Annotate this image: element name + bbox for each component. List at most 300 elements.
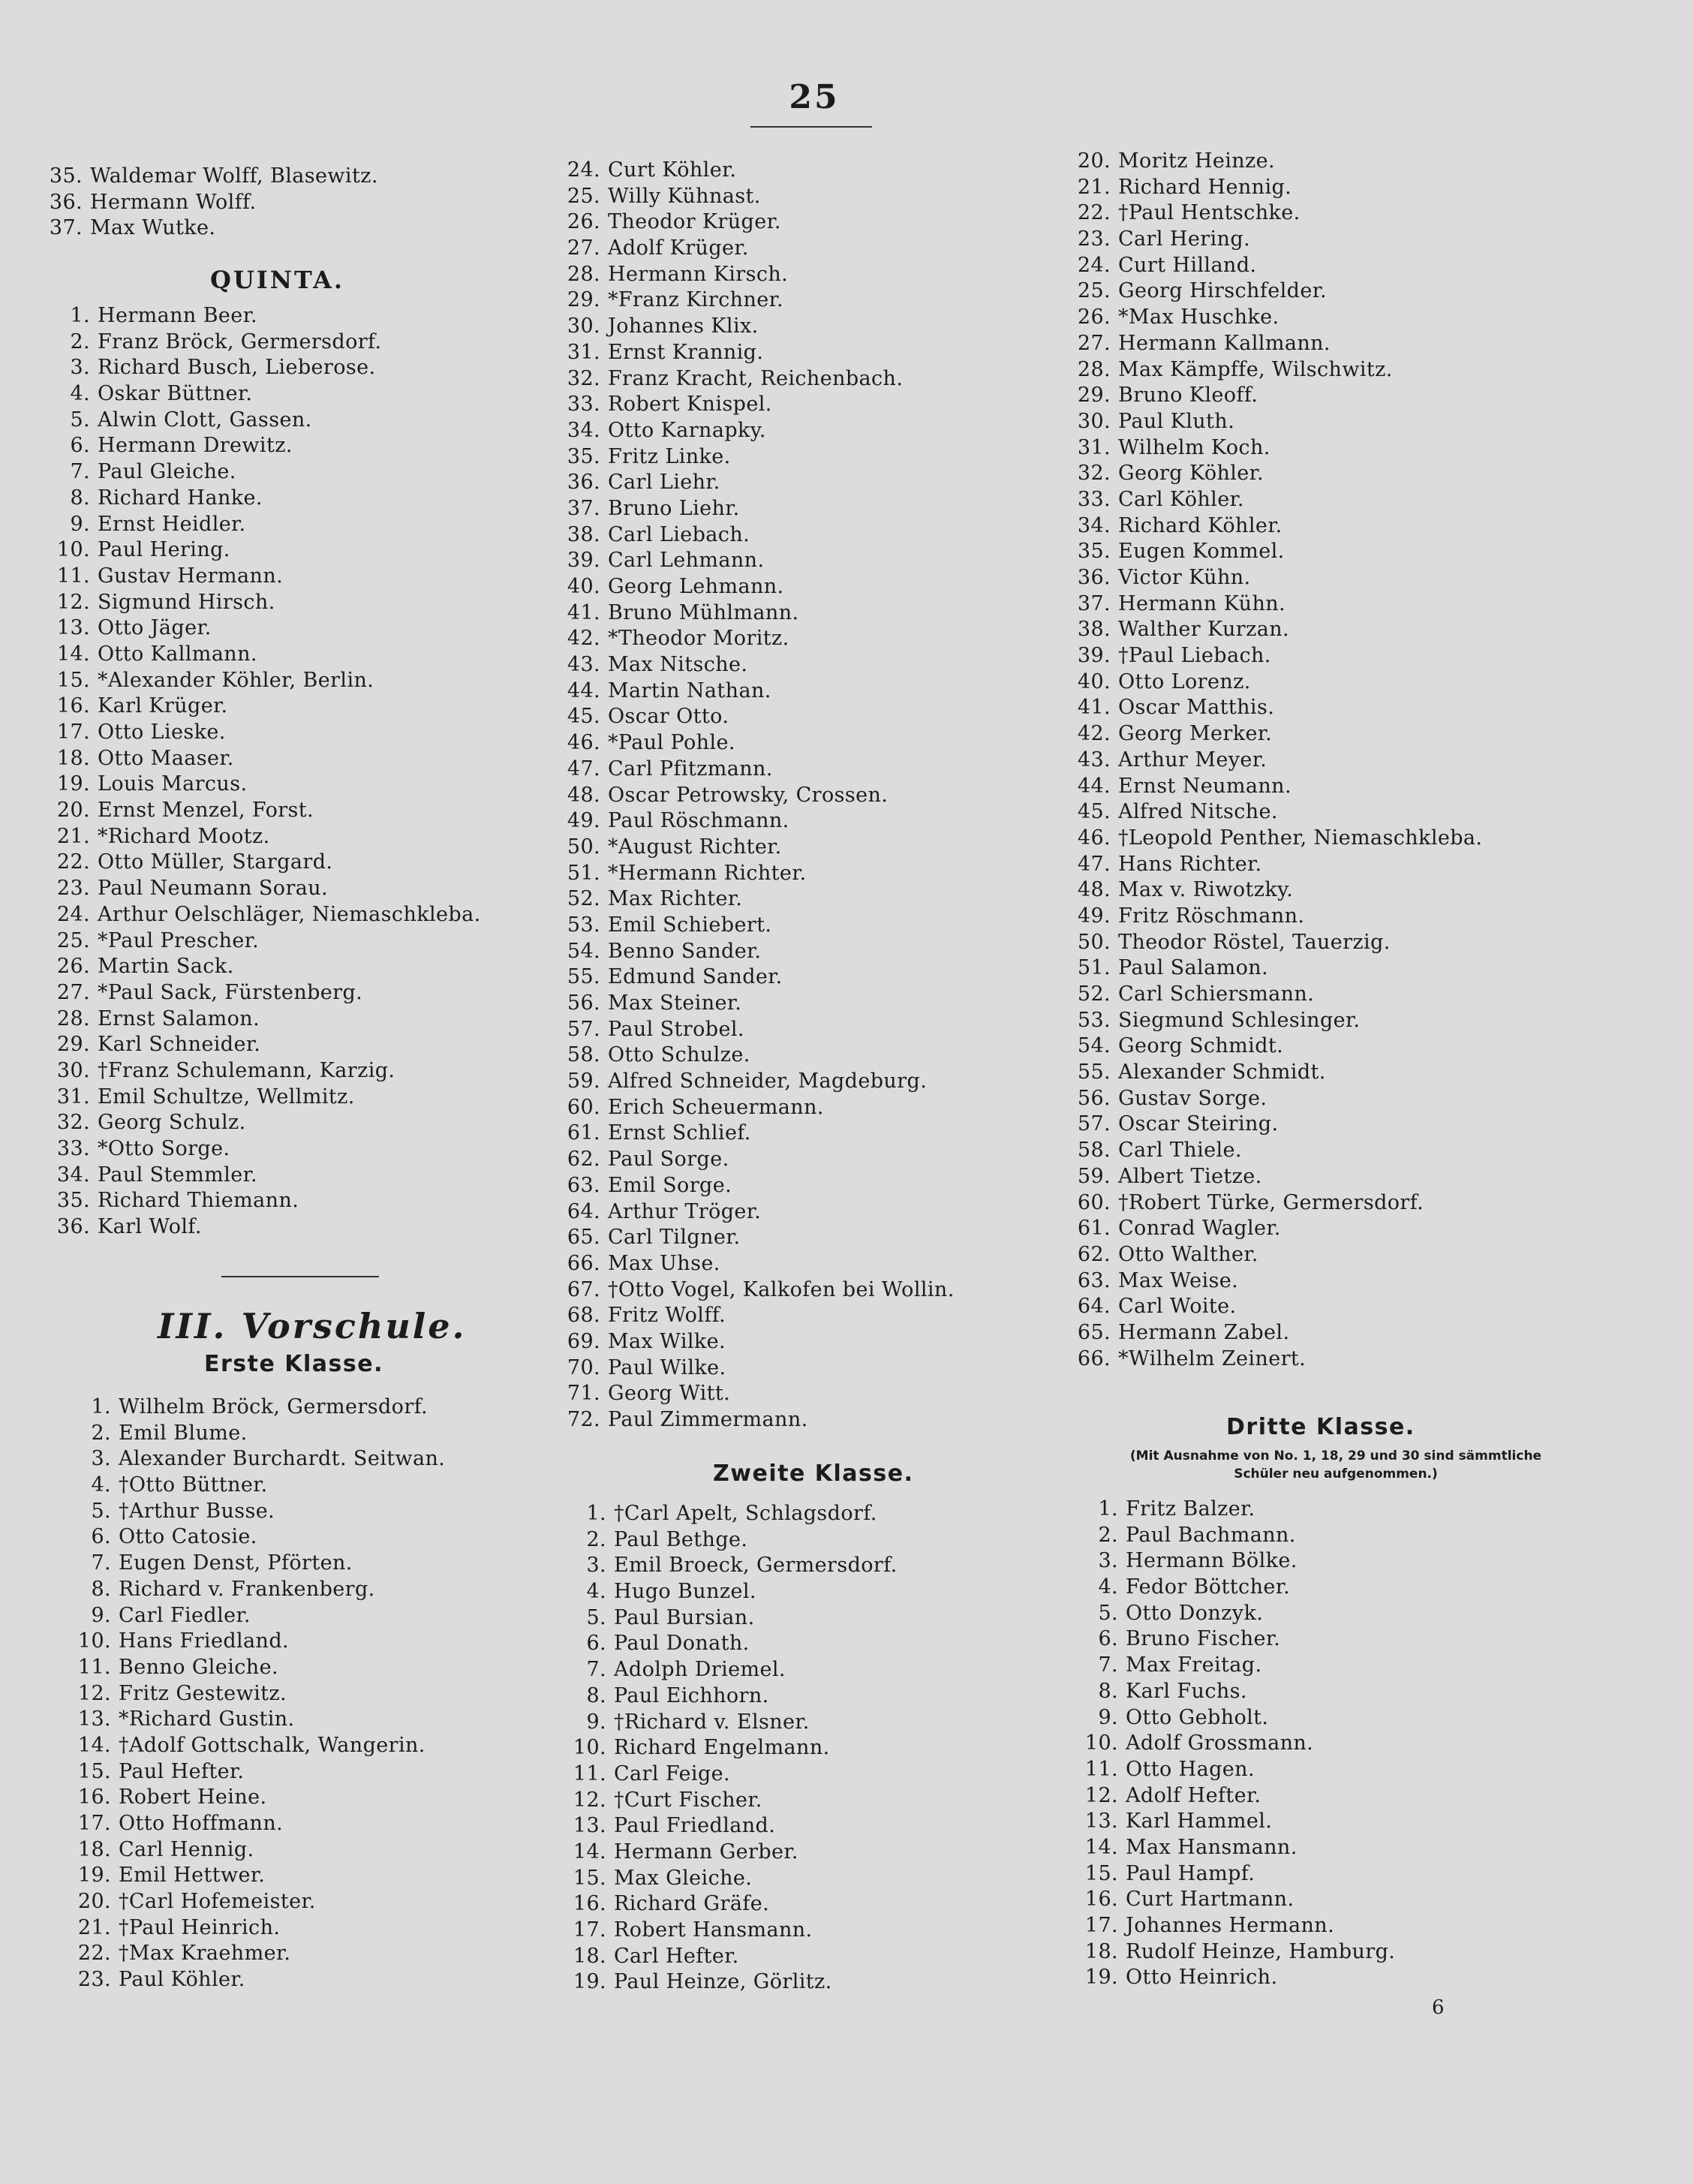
list-item [548,418,955,444]
list-item [1058,175,1482,201]
entry-name: Emil Hettwer. [119,1864,266,1888]
entry-number: 8. [70,486,90,510]
list-item [548,964,955,991]
entry-number: 29. [56,1033,90,1057]
list-item [30,459,481,486]
entry-name: Ernst Neumann. [1118,774,1292,798]
list-item [1058,149,1482,175]
entry-number: 18. [77,1837,111,1861]
entry-name: Karl Krüger. [98,694,228,718]
list-item [30,798,481,824]
entry-number: 16. [77,1785,111,1809]
page-number-rule [750,126,872,128]
entry-name: Oscar Steiring. [1118,1112,1279,1136]
entry-number: 64. [567,1199,600,1223]
entry-name: Paul Röschmann. [608,809,789,833]
entry-name: Martin Sack. [98,955,234,979]
entry-number: 43. [567,653,600,677]
list-item [548,366,955,393]
entry-number: 42. [567,627,600,651]
entry-name: †Leopold Penther, Niemaschkleba. [1118,826,1483,850]
entry-name: *Richard Mootz. [98,824,270,848]
list-item [548,1121,955,1147]
entry-name: Benno Gleiche. [119,1655,278,1679]
list-item [36,1603,445,1629]
entry-name: Paul Sorge. [608,1148,729,1172]
entry-number: 27. [567,236,600,260]
entry-name: Hans Friedland. [119,1629,289,1653]
entry-name: Bruno Fischer. [1126,1627,1281,1651]
list-item [1051,1887,1395,1913]
entry-number: 33. [567,393,600,417]
heading-dritte-klasse: Dritte Klasse. [1226,1414,1415,1440]
list-item [548,1225,955,1251]
list-quinta [30,303,481,1241]
list-item [548,340,955,366]
entry-number: 42. [1077,722,1111,746]
entry-number: 32. [56,1111,90,1135]
entry-name: Adolf Krüger. [608,236,749,260]
entry-number: 15. [1084,1861,1118,1885]
entry-name: Max Wutke. [90,216,216,240]
list-item [1058,1216,1482,1242]
list-item [30,303,481,329]
list-item [1058,1190,1482,1217]
entry-name: Fritz Gestewitz. [119,1681,287,1705]
entry-name: Walther Kurzan. [1118,618,1290,642]
entry-name: Alexander Schmidt. [1118,1060,1326,1084]
entry-name: Franz Kracht, Reichenbach. [608,366,904,390]
entry-number: 14. [56,642,90,666]
entry-number: 29. [567,288,600,312]
entry-name: Johannes Hermann. [1126,1914,1335,1937]
entry-number: 27. [56,980,90,1004]
list-item [1058,852,1482,878]
entry-name: Otto Maaser. [98,746,234,770]
entry-number: 28. [56,1006,90,1030]
entry-number: 11. [77,1655,111,1679]
list-item [1058,278,1482,305]
entry-name: Georg Hirschfelder. [1118,279,1328,303]
entry-number: 59. [567,1069,600,1094]
list-item [1058,1268,1482,1295]
entry-name: Adolf Grossmann. [1126,1731,1314,1755]
entry-number: 36. [1077,566,1111,589]
entry-name: Curt Hilland. [1118,253,1257,277]
list-item [1051,1939,1395,1966]
entry-number: 31. [56,1084,90,1109]
list-item [36,1394,445,1421]
list-item [36,1421,445,1447]
entry-number: 21. [77,1915,111,1939]
list-item [30,537,481,564]
entry-name: *Otto Sorge. [98,1137,230,1160]
entry-name: Georg Lehmann. [608,575,784,598]
entry-number: 64. [1077,1295,1111,1319]
list-item [548,548,955,574]
list-item [548,886,955,913]
entry-number: 28. [1077,357,1111,381]
list-item [1051,1965,1395,1991]
list-item [36,1915,445,1942]
entry-number: 14. [573,1840,606,1864]
list-item [30,1110,481,1136]
list-item [548,314,955,340]
list-item [1051,1497,1395,1523]
entry-name: Arthur Oelschläger, Niemaschkleba. [98,902,481,926]
dritte-klasse-note: (Mit Ausnahme von No. 1, 18, 29 und 30 sind sämmtliche Schüler neu aufgenommen.) [1129,1448,1542,1482]
entry-name: *Richard Gustin. [119,1707,295,1731]
entry-name: Max Nitsche. [608,653,748,677]
entry-number: 11. [573,1761,606,1785]
entry-number: 36. [56,1215,90,1239]
list-item [539,1788,898,1814]
list-dritte-klasse [1051,1497,1395,1991]
list-item [548,522,955,549]
list-zweite-klasse [539,1501,898,1996]
list-item [548,470,955,496]
list-item [36,1863,445,1889]
list-item [1058,826,1482,852]
entry-number: 7. [586,1658,606,1682]
entry-name: Otto Kallmann. [98,642,257,666]
list-item [36,1811,445,1837]
entry-number: 27. [1077,331,1111,355]
list-item [1058,617,1482,643]
entry-name: Karl Wolf. [98,1215,202,1239]
list-item [548,1173,955,1199]
entry-name: Karl Schneider. [98,1033,261,1057]
entry-name: Paul Heinze, Görlitz. [614,1970,832,1994]
list-item [1058,1242,1482,1268]
entry-number: 53. [567,913,600,937]
entry-name: Carl Hefter. [614,1944,739,1968]
entry-name: Otto Hagen. [1126,1757,1255,1781]
list-item [548,262,955,288]
list-item [36,1889,445,1915]
entry-number: 63. [1077,1268,1111,1292]
entry-number: 17. [573,1918,606,1942]
list-item [548,704,955,730]
list-item [36,1759,445,1785]
list-item [548,991,955,1017]
list-item [36,1837,445,1864]
entry-number: 63. [567,1173,600,1197]
list-item [30,980,481,1006]
entry-name: Victor Kühn. [1118,566,1251,589]
entry-name: Fritz Linke. [608,444,731,468]
list-item [1058,487,1482,513]
entry-number: 2. [91,1421,111,1445]
entry-number: 36. [49,190,83,214]
entry-name: *Theodor Moritz. [608,627,789,651]
list-item [44,215,378,242]
entry-number: 1. [70,304,90,327]
list-item [36,1967,445,1993]
entry-name: Eugen Kommel. [1118,540,1285,564]
entry-name: Carl Fiedler. [119,1603,251,1627]
entry-name: Willy Kühnast. [608,184,761,208]
entry-name: Hermann Drewitz. [98,434,293,458]
entry-name: Paul Hefter. [119,1759,245,1783]
entry-name: Max Wilke. [608,1329,726,1353]
entry-number: 46. [1077,826,1111,850]
entry-number: 22. [77,1942,111,1966]
list-item [548,1251,955,1277]
list-item [30,772,481,798]
list-item [30,693,481,720]
entry-number: 50. [567,835,600,859]
entry-name: †Robert Türke, Germersdorf. [1118,1190,1424,1214]
entry-number: 18. [56,746,90,770]
entry-number: 8. [1098,1679,1118,1703]
entry-number: 35. [567,444,600,468]
entry-name: Georg Witt. [608,1382,731,1406]
entry-name: Hermann Wolff. [90,190,257,214]
entry-name: Max v. Riwotzky. [1118,878,1294,902]
list-item [548,496,955,522]
entry-name: Emil Schiebert. [608,913,772,937]
entry-number: 18. [573,1944,606,1968]
list-item [548,1069,955,1095]
list-item [539,1761,898,1788]
list-item [548,1017,955,1043]
entry-name: Curt Hartmann. [1126,1888,1295,1912]
list-item [548,1329,955,1355]
entry-number: 25. [1077,279,1111,303]
list-item [36,1473,445,1499]
list-item [1058,1138,1482,1164]
entry-name: *Hermann Richter. [608,861,807,885]
list-item [44,164,378,190]
entry-number: 19. [77,1864,111,1888]
list-item [1058,409,1482,435]
list-item [30,329,481,356]
entry-name: Oscar Matthis. [1118,696,1275,720]
entry-number: 16. [56,694,90,718]
entry-name: Carl Pfitzmann. [608,757,773,781]
entry-number: 44. [1077,774,1111,798]
entry-number: 32. [1077,462,1111,486]
entry-number: 57. [1077,1112,1111,1136]
list-item [548,1355,955,1382]
list-item [548,730,955,757]
entry-number: 3. [1098,1549,1118,1573]
entry-number: 59. [1077,1164,1111,1188]
list-item [36,1499,445,1525]
entry-name: Hermann Bölke. [1126,1549,1298,1573]
entry-name: Otto Lorenz. [1118,669,1251,693]
list-item [36,1681,445,1707]
list-item [548,757,955,783]
entry-name: Ernst Menzel, Forst. [98,799,314,823]
entry-name: Fritz Wolff. [608,1304,726,1328]
entry-number: 55. [567,965,600,989]
entry-number: 37. [567,496,600,520]
entry-name: Max Richter. [608,887,743,911]
entry-name: Max Freitag. [1126,1653,1262,1677]
entry-name: Johannes Klix. [608,314,759,338]
entry-number: 14. [1084,1835,1118,1859]
list-item [30,590,481,616]
entry-number: 4. [586,1580,606,1604]
entry-number: 21. [1077,175,1111,199]
entry-number: 3. [70,356,90,380]
entry-number: 26. [56,955,90,979]
list-item [1058,643,1482,669]
list-item [30,902,481,928]
entry-name: Curt Köhler. [608,158,737,182]
list-item [548,209,955,236]
entry-name: Otto Gebholt. [1126,1705,1269,1729]
list-item [548,444,955,471]
list-item [1058,253,1482,279]
entry-name: Fritz Röschmann. [1118,904,1305,928]
entry-name: Paul Bethge. [614,1527,748,1551]
list-item [1051,1653,1395,1679]
list-item [1058,982,1482,1008]
entry-name: Emil Schultze, Wellmitz. [98,1084,355,1109]
entry-number: 31. [567,340,600,364]
entry-name: Paul Bursian. [614,1605,755,1629]
entry-number: 34. [567,418,600,442]
entry-number: 13. [56,616,90,640]
entry-number: 61. [567,1121,600,1145]
entry-name: †Carl Hofemeister. [119,1890,316,1914]
list-item [539,1579,898,1605]
entry-number: 40. [1077,669,1111,693]
entry-number: 11. [1084,1757,1118,1781]
list-item [30,668,481,694]
list-item [1058,1086,1482,1112]
entry-name: Paul Zimmermann. [608,1408,808,1431]
list-item [1058,748,1482,774]
list-item [1058,227,1482,253]
entry-number: 36. [567,471,600,495]
list-item [548,626,955,652]
entry-name: Arthur Meyer. [1118,748,1267,772]
entry-number: 12. [56,590,90,614]
entry-number: 18. [1084,1939,1118,1963]
list-item [30,433,481,459]
entry-number: 66. [1077,1346,1111,1370]
list-item [539,1944,898,1970]
entry-name: Moritz Heinze. [1118,149,1276,173]
entry-number: 21. [56,824,90,848]
entry-name: Paul Hampf. [1126,1861,1255,1885]
list-item [1058,331,1482,357]
entry-name: Wilhelm Koch. [1118,435,1271,459]
list-item [30,642,481,668]
entry-name: Otto Müller, Stargard. [98,850,333,874]
list-item [548,1042,955,1069]
list-item [539,1657,898,1683]
entry-number: 35. [49,164,83,188]
list-item [1058,877,1482,904]
entry-number: 13. [77,1707,111,1731]
list-item [1051,1575,1395,1601]
entry-name: *Max Huschke. [1118,305,1280,329]
list-item [1051,1861,1395,1888]
entry-name: Oskar Büttner. [98,382,253,406]
entry-number: 60. [1077,1190,1111,1214]
entry-name: †Carl Apelt, Schlagsdorf. [614,1502,877,1525]
entry-name: †Adolf Gottschalk, Wangerin. [119,1733,426,1757]
entry-name: *Paul Pohle. [608,731,735,755]
list-item [36,1629,445,1655]
entry-name: †Paul Heinrich. [119,1915,281,1939]
list-item [30,928,481,955]
entry-number: 52. [1077,982,1111,1006]
list-item [30,876,481,902]
entry-number: 62. [567,1148,600,1172]
entry-name: Paul Neumann Sorau. [98,877,329,901]
entry-name: Ernst Salamon. [98,1006,260,1030]
entry-name: Paul Gleiche. [98,460,236,484]
entry-name: Otto Donzyk. [1126,1601,1264,1625]
entry-number: 20. [1077,149,1111,173]
entry-name: Albert Tietze. [1118,1164,1262,1188]
entry-name: Karl Hammel. [1126,1809,1273,1834]
list-item [548,1147,955,1173]
entry-name: *Franz Kirchner. [608,288,783,312]
entry-number: 5. [1098,1601,1118,1625]
list-item [1051,1705,1395,1731]
entry-name: Hermann Kirsch. [608,262,789,286]
entry-number: 62. [1077,1242,1111,1266]
entry-name: Gustav Hermann. [98,564,284,588]
entry-name: Georg Merker. [1118,722,1273,746]
heading-vorschule: III. Vorschule. [158,1306,467,1346]
entry-number: 13. [1084,1809,1118,1834]
list-item [30,486,481,512]
list-item [30,1084,481,1111]
entry-number: 31. [1077,435,1111,459]
entry-name: Fedor Böttcher. [1126,1575,1291,1599]
entry-number: 24. [567,158,600,182]
list-item [30,355,481,381]
entry-number: 8. [91,1577,111,1601]
list-item [1058,669,1482,696]
entry-number: 45. [567,705,600,729]
entry-number: 17. [1084,1914,1118,1937]
list-item [30,1188,481,1214]
entry-number: 67. [567,1277,600,1301]
entry-number: 17. [56,720,90,744]
entry-name: Robert Knispel. [608,393,772,417]
entry-name: Louis Marcus. [98,772,248,796]
list-item [30,1214,481,1241]
list-zweite-klasse-cont [1058,149,1482,1372]
list-item [539,1969,898,1996]
entry-number: 58. [567,1043,600,1067]
entry-name: Hans Richter. [1118,852,1262,876]
entry-number: 39. [1077,644,1111,668]
list-item [30,512,481,538]
entry-name: Alexander Burchardt. Seitwan. [119,1447,446,1471]
list-item [1058,461,1482,487]
entry-number: 1. [586,1502,606,1525]
entry-name: †Richard v. Elsner. [614,1710,810,1734]
list-item [539,1840,898,1866]
entry-number: 34. [56,1163,90,1187]
list-item [1051,1757,1395,1783]
entry-name: Oscar Petrowsky, Crossen. [608,783,889,807]
entry-name: Wilhelm Bröck, Germersdorf. [119,1395,429,1418]
entry-number: 19. [56,772,90,796]
list-item [1058,565,1482,591]
entry-name: Adolph Driemel. [614,1658,786,1682]
